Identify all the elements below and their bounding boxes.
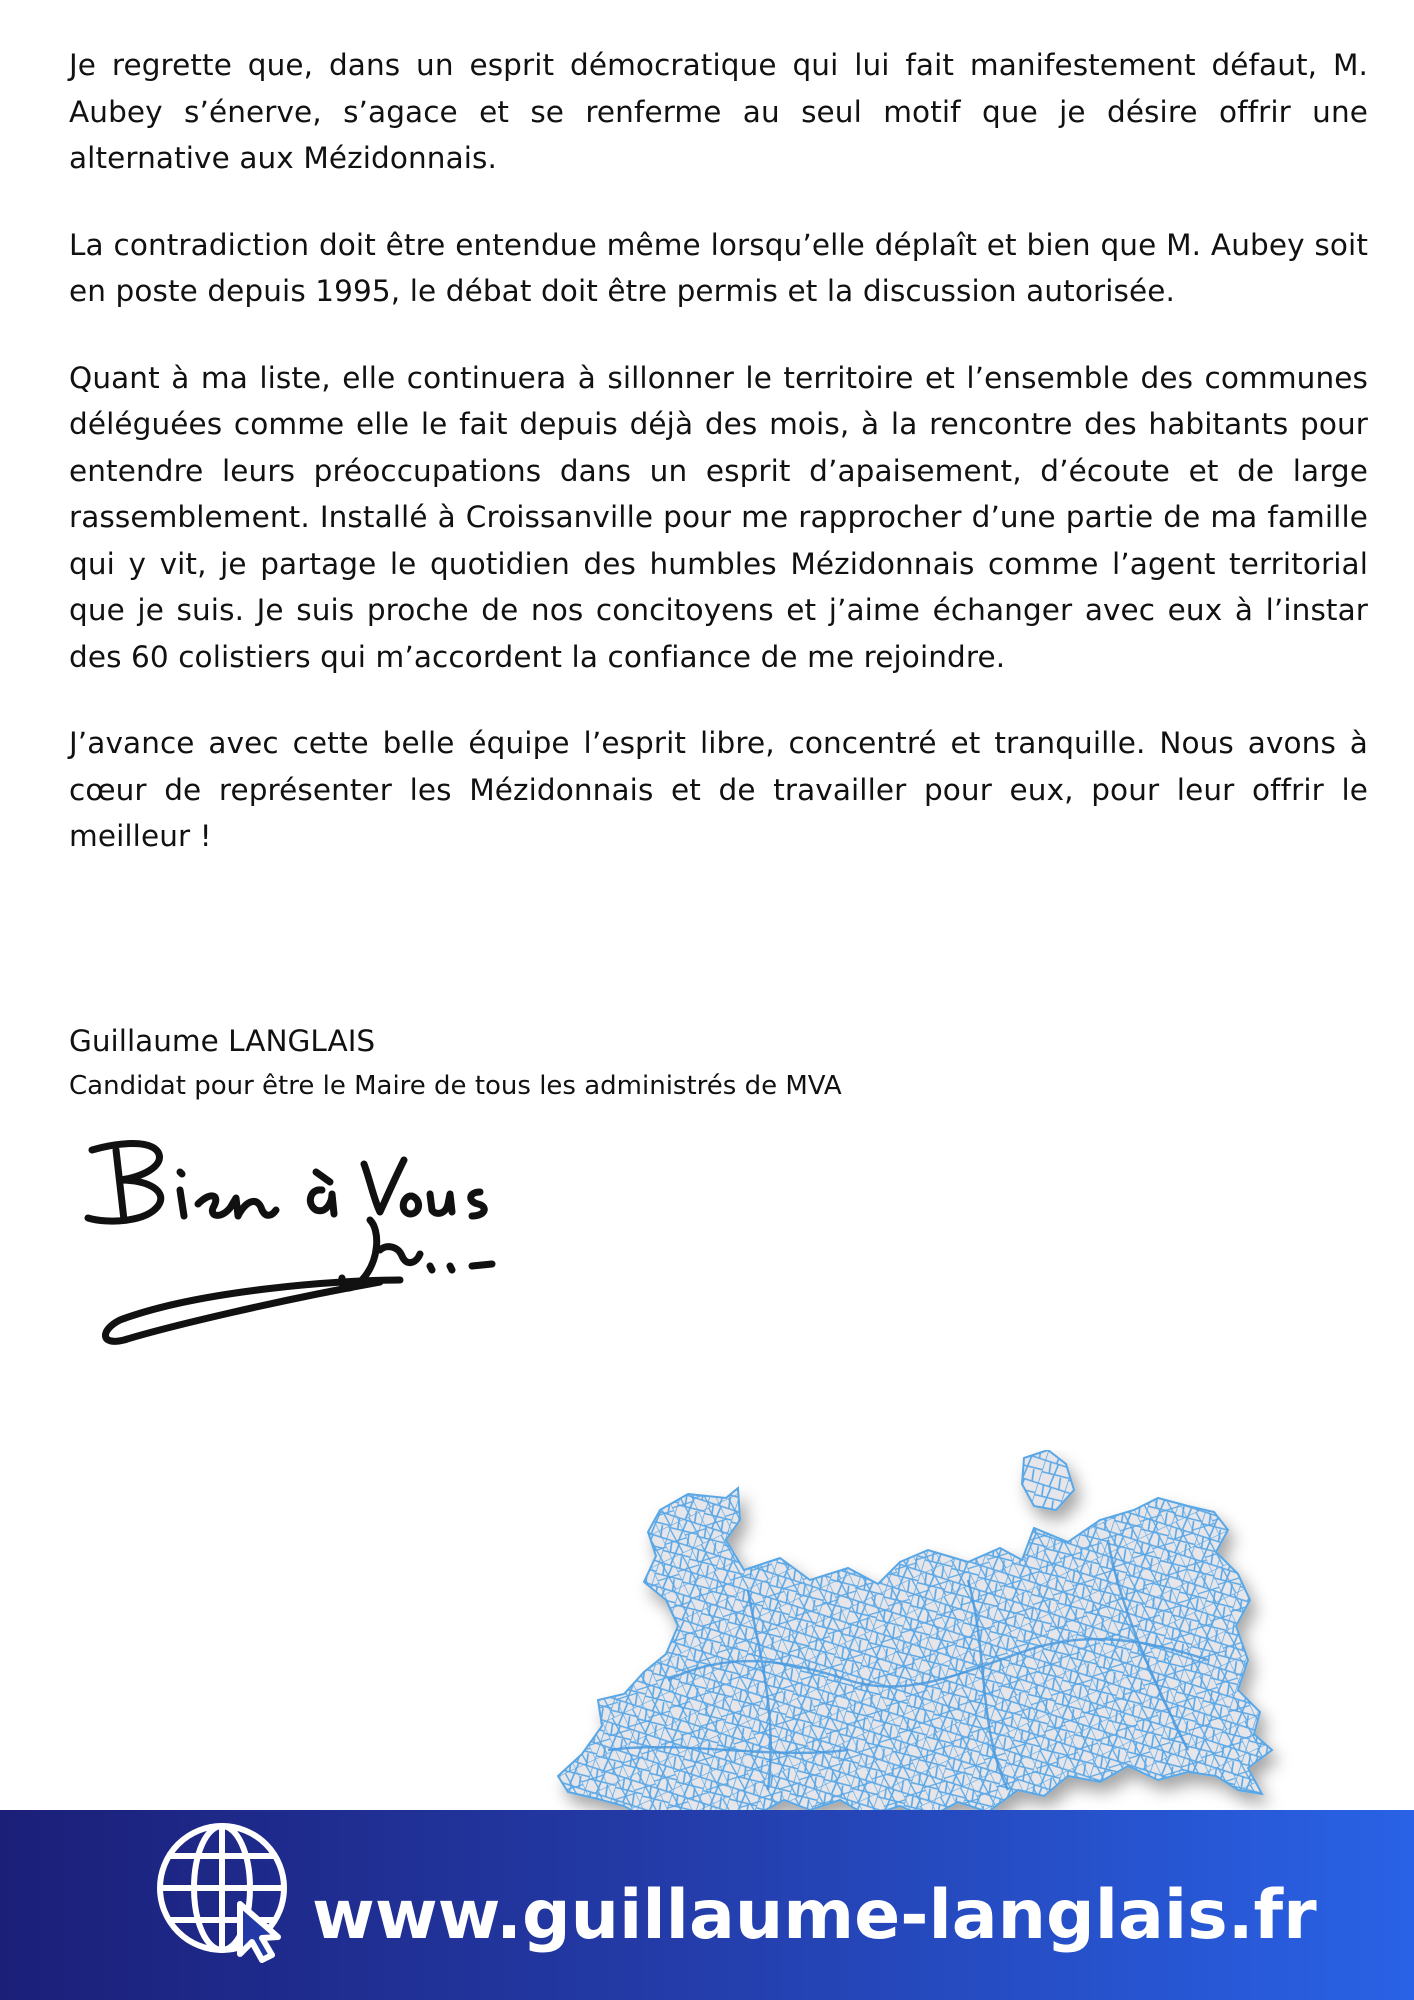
- globe-icon: [152, 1818, 297, 1963]
- handwritten-signature: [80, 1120, 540, 1360]
- website-link[interactable]: www.guillaume-langlais.fr: [312, 1876, 1317, 1955]
- paragraph-2: La contradiction doit être entendue même lorsqu’elle déplaît et bien que M. Aubey soit en poste depuis 1995, le débat doit être permis et la discussion autorisée.: [69, 227, 1368, 308]
- letter-body: [69, 42, 1368, 900]
- signature-role: Candidat pour être le Maire de tous les administrés de MVA: [69, 1071, 842, 1101]
- cursor-icon: [240, 1904, 278, 1960]
- signature-name: Guillaume LANGLAIS: [69, 1024, 376, 1058]
- paragraph-4: J’avance avec cette belle équipe l’esprit libre, concentré et tranquille. Nous avons à cœur de représenter les Mézidonnais et de travailler pour eux, pour leur offrir le meilleur !: [69, 726, 1368, 853]
- territory-map: [548, 1450, 1348, 1870]
- paragraph-1: Je regrette que, dans un esprit démocratique qui lui fait manifestement défaut, M. Aubey s’énerve, s’agace et se renferme au seul motif que je désire offrir une alternative aux Mézidonnais.: [69, 48, 1368, 175]
- paragraph-3: Quant à ma liste, elle continuera à sillonner le territoire et l’ensemble des communes déléguées comme elle le fait depuis déjà des mois, à la rencontre des habitants pour entendre leurs préoccupations dans un esprit d’apaisement, d’écoute et de large rassemblement. Installé à Croissanville pour me rapprocher d’une partie de ma famille qui y vit, je partage le quotidien des humbles Mézidonnais comme l’agent territorial que je suis. Je suis proche de nos concitoyens et j’aime échanger avec eux à l’instar des 60 colistiers qui m’accordent la confiance de me rejoindre.: [69, 360, 1368, 674]
